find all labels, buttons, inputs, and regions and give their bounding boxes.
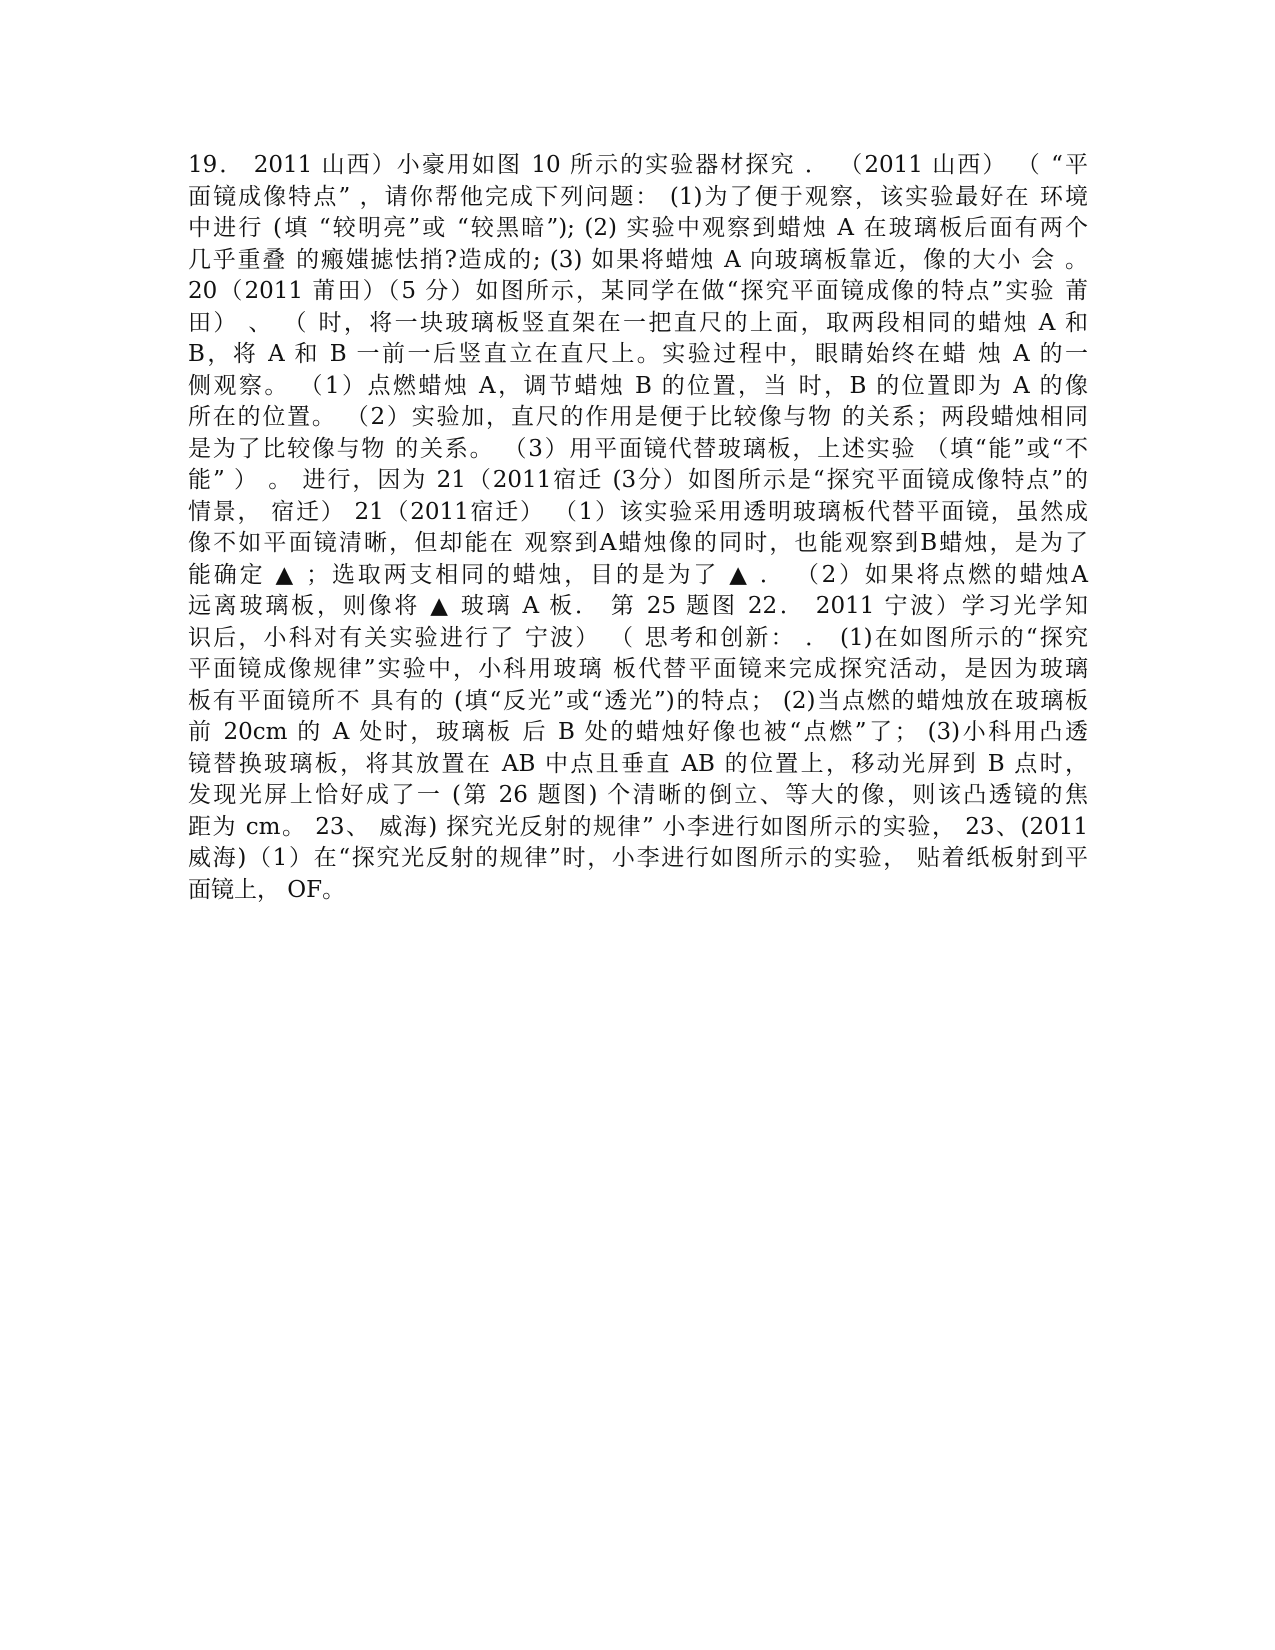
text-line: 所在的位置。 （2）实验加，直尺的作用是便于比较像与物 的关系；两段蜡烛相同 <box>188 404 1088 430</box>
text-line: 威海)（1）在“探究光反射的规律”时，小李进行如图所示的实验， 贴着纸板射到平 <box>188 845 1088 871</box>
text-line: 田） 、 （ 时，将一块玻璃板竖直架在一把直尺的上面，取两段相同的蜡烛 A 和 <box>188 309 1088 336</box>
text-line: 距为 cm。 23、 威海) 探究光反射的规律” 小李进行如图所示的实验， 23、(2011 <box>188 813 1088 840</box>
text-line: 侧观察。 （1）点燃蜡烛 A，调节蜡烛 B 的位置，当 时，B 的位置即为 A 的像 <box>188 372 1088 399</box>
question-text-block <box>188 150 1088 906</box>
text-line: 20（2011 莆田）（5 分）如图所示，某同学在做“探究平面镜成像的特点”实验 莆 <box>188 278 1088 304</box>
text-line: 面镜上， OF。 <box>188 876 346 903</box>
text-line: 能确定 ▲ ；选取两支相同的蜡烛，目的是为了 ▲ ． （2）如果将点燃的蜡烛A <box>188 561 1088 588</box>
text-line: 几乎重叠 的瘢媸摅怯捎?造成的; (3) 如果将蜡烛 A 向玻璃板靠近，像的大小 会 。 <box>188 246 1088 273</box>
text-line: 是为了比较像与物 的关系。 （3）用平面镜代替玻璃板，上述实验 （填“能”或“不 <box>188 435 1088 462</box>
text-line: 中进行 (填 “较明亮”或 “较黑暗”); (2) 实验中观察到蜡烛 A 在玻璃板后面有两个 <box>188 215 1088 241</box>
text-line: 识后，小科对有关实验进行了 宁波） （ 思考和创新： ． (1)在如图所示的“探究 <box>188 624 1088 651</box>
text-line: 镜替换玻璃板，将其放置在 AB 中点且垂直 AB 的位置上，移动光屏到 B 点时， <box>188 750 1088 777</box>
text-line: 能” ） 。 进行，因为 21（2011宿迁 (3分）如图所示是“探究平面镜成像特点”的 <box>188 467 1088 493</box>
text-line: 平面镜成像规律”实验中，小科用玻璃 板代替平面镜来完成探究活动，是因为玻璃 <box>188 656 1088 682</box>
text-line: B，将 A 和 B 一前一后竖直立在直尺上。实验过程中，眼睛始终在蜡 烛 A 的一 <box>188 341 1088 367</box>
text-line: 前 20cm 的 A 处时，玻璃板 后 B 处的蜡烛好像也被“点燃”了； (3)小科用凸透 <box>188 719 1088 745</box>
text-line: 19． 2011 山西）小豪用如图 10 所示的实验器材探究 ． （2011 山西） （ “平 <box>188 152 1088 178</box>
text-line: 像不如平面镜清晰，但却能在 观察到A蜡烛像的同时，也能观察到B蜡烛，是为了 <box>188 530 1088 556</box>
text-line: 远离玻璃板，则像将 ▲ 玻璃 A 板． 第 25 题图 22． 2011 宁波）学习光学知 <box>188 593 1088 619</box>
text-line: 板有平面镜所不 具有的 (填“反光”或“透光”)的特点； (2)当点燃的蜡烛放在玻璃板 <box>188 687 1088 714</box>
text-line: 情景， 宿迁） 21（2011宿迁） （1）该实验采用透明玻璃板代替平面镜，虽然成 <box>188 498 1088 525</box>
text-line: 面镜成像特点” ，请你帮他完成下列问题： (1)为了便于观察，该实验最好在 环境 <box>188 183 1088 210</box>
text-line: 发现光屏上恰好成了一 (第 26 题图) 个清晰的倒立、等大的像，则该凸透镜的焦 <box>188 782 1088 808</box>
